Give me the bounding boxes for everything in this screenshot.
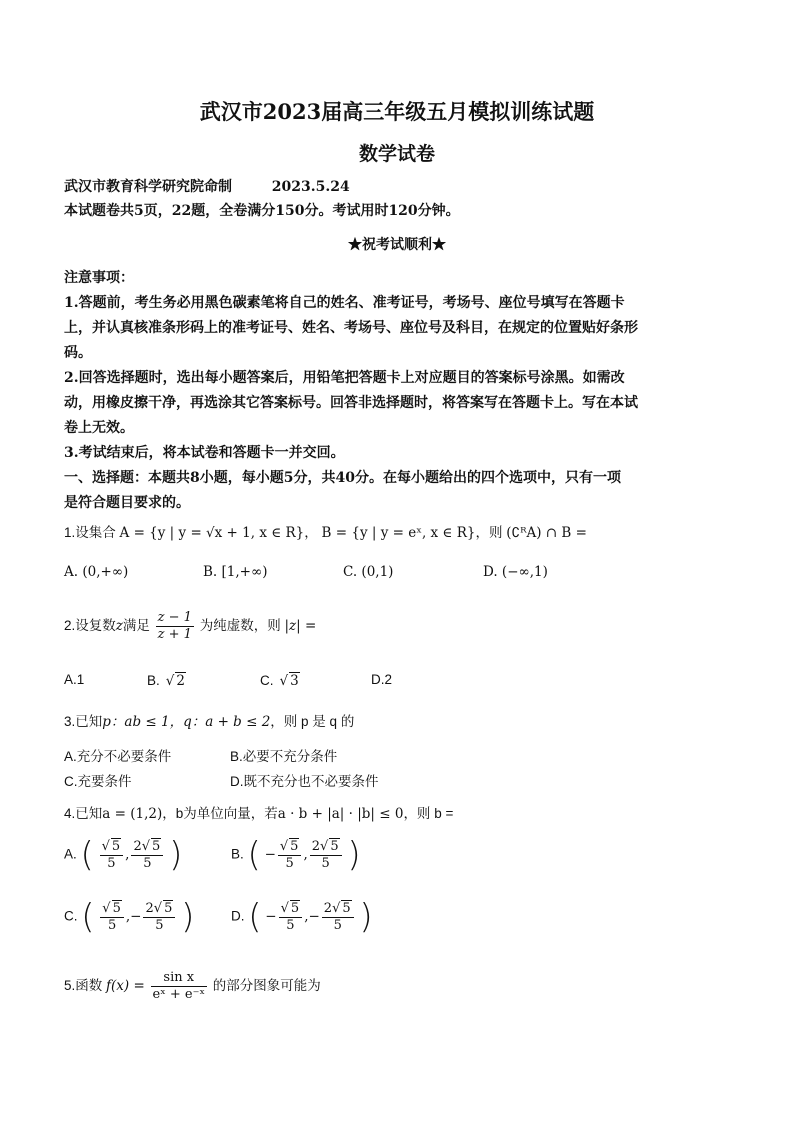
page-subtitle: 数学试卷 (358, 143, 435, 165)
q3-option-c: C.充要条件 (64, 774, 132, 789)
set-b: B = {y | y = eˣ, x ∈ R} (321, 525, 476, 541)
notice-line: 1.答题前，考生务必用黑色碳素笔将自己的姓名、准考证号，考场号、座位号填写在答题卡 (64, 295, 625, 311)
section-heading: 一、选择题：本题共8小题，每小题5分，共40分。在每小题给出的四个选项中，只有一项 (64, 470, 621, 486)
q1-option-c: C. (0,1) (343, 564, 394, 580)
issuer: 武汉市教育科学研究院命制 (64, 179, 232, 195)
notice-line: 上，并认真核准条形码上的准考证号、姓名、考场号、座位号及科目，在规定的位置贴好条形 (64, 320, 638, 336)
q4-option-d: D. ( − $\frac{√ 5}{5}$ ,− $\frac{2√ 5}{5}$ ) (231, 897, 373, 937)
notice-line: 3.考试结束后，将本试卷和答题卡一并交回。 (64, 445, 345, 461)
question-2: 2.设复数z满足 $\frac{z - 1}{z + 1}$ 为纯虚数，则 |z| = (64, 610, 317, 642)
q3-option-d: D.既不充分也不必要条件 (230, 774, 379, 789)
section-heading: 是符合题目要求的。 (64, 495, 190, 511)
question-1: 1.设集合 A = {y | y = √x + 1, x ∈ R}， B = {y | y = eˣ, x ∈ R}，则 (∁ᴿA) ∩ B = (64, 525, 587, 541)
q1-option-b: B. [1,+∞) (203, 564, 268, 580)
set-a: A = {y | y = √x + 1, x ∈ R} (119, 525, 305, 541)
q3-option-b: B.必要不充分条件 (230, 749, 338, 764)
exam-info: 本试题卷共5页，22题，全卷满分150分。考试用时120分钟。 (64, 203, 460, 219)
notice-line: 码。 (64, 345, 92, 361)
page-title: 武汉市2023届高三年级五月模拟训练试题 (199, 99, 595, 124)
question-5: 5.函数 f(x) = $\frac{\text{sin x}}{\text{eˣ + e⁻ˣ}}$ 的部分图象可能为 (64, 970, 321, 1002)
notice-line: 卷上无效。 (64, 420, 134, 436)
notice-line: 动，用橡皮擦干净，再选涂其它答案标号。回答非选择题时，将答案写在答题卡上。写在本试 (64, 395, 638, 411)
q1-option-d: D. (−∞,1) (483, 564, 548, 580)
q2-option-c: C. √ 3 (260, 673, 299, 689)
question-3: 3.已知p：ab ≤ 1，q：a + b ≤ 2，则 p 是 q 的 (64, 714, 355, 730)
good-luck: ★祝考试顺利★ (348, 237, 446, 253)
exam-date: 2023.5.24 (271, 179, 350, 195)
notice-line: 2.回答选择题时，选出每小题答案后，用铅笔把答题卡上对应题目的答案标号涂黑。如需改 (64, 370, 625, 386)
issuer-line (64, 176, 350, 196)
q4-option-a: A. ( $\frac{√ 5}{5}$ , $\frac{2√ 5}{5}$ ) (64, 835, 183, 875)
fraction: $\frac{\text{sin x}}{\text{eˣ + e⁻ˣ}}$ (152, 970, 205, 1002)
q3-option-a: A.充分不必要条件 (64, 749, 172, 764)
q2-option-b: B. √ 2 (147, 673, 185, 689)
q1-option-a: A. (0,+∞) (64, 564, 129, 580)
q2-option-d: D.2 (371, 672, 393, 687)
q4-option-b: B. ( − $\frac{√ 5}{5}$ , $\frac{2√ 5}{5}$ ) (231, 835, 361, 875)
set-expression: (∁ᴿA) ∩ B = (506, 525, 587, 541)
q4-option-c: C. ( $\frac{√ 5}{5}$ ,− $\frac{2√ 5}{5}$ ) (64, 897, 195, 937)
question-4: 4.已知a = (1,2)，b为单位向量，若a · b + |a| · |b| ≤ 0，则 b = (64, 806, 454, 822)
q2-option-a: A.1 (64, 672, 85, 687)
fraction: $\frac{z - 1}{z + 1}$ (157, 610, 192, 642)
notice-heading: 注意事项： (64, 270, 134, 286)
